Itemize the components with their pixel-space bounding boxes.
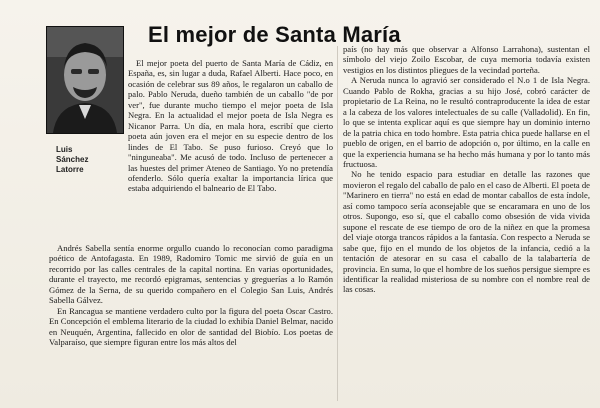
caption-line: Sánchez [56,155,89,164]
paragraph: En Rancagua se mantiene verdadero culto por la figura del poeta Oscar Castro. En Concepción el emblema literario de la ciudad lo exhibía Daniel Belmar, nacido en Neuquén, Argentina, fallecido en olor de santidad del Biobío. Los poetas de Valparaíso, que siempre figuran entre los más altos del [49,305,333,348]
paragraph: Andrés Sabella sentía enorme orgullo cuando lo reconocían como paradigma poético de Antofagasta. En 1989, Radomiro Tomic me sirvió de guía en un recorrido por las calles centrales de la capital nortina. En varias oportunidades, durante el trayecto, me recordó epigramas, sentencias y greguerías a lo Ramón Gómez de la Serna, de su querido compañero en el Colegio San Luis, Andrés Sabella Gálvez. [49,243,333,306]
paragraph: país (no hay más que observar a Alfonso Larrahona), sustentan el símbolo del viejo Zoilo Escobar, de cuya memoria todavía existen vestigios en los distintos pliegues de la vecindad porteña. [343,44,590,75]
article-column-1-bottom [49,243,333,348]
author-photo [46,26,124,134]
photo-caption [56,145,116,175]
column-divider [337,46,338,401]
caption-line: Latorre [56,165,84,174]
paragraph: El mejor poeta del puerto de Santa María de Cádiz, en España, es, sin lugar a duda, Rafael Alberti. Hace poco, en ocasión de celebrar sus 89 años, le regalaron un caballo de palo. Pablo Neruda, dueño también de un caballo "de por ver", fue durante mucho tiempo el mejor poeta de Isla Negra. En la actualidad el mejor poeta de Isla Negra es Nicanor Parra. Un día, en mala hora, escribí que cierto poeta aún joven era el mejor en su especie dentro de los lindes de El Tabo. Se puso furioso. Creyó que lo "ninguneaba". Me acusó de todo. Incluso de pertenecer a las huestes del primer Ateneo de Santiago. Yo no pretendía ofenderlo. Sólo quería exaltar la importancia lírica que estaba adquiriendo el balneario de El Tabo. [128,58,333,194]
paragraph: No he tenido espacio para estudiar en detalle las razones que movieron el regalo del caballo de palo en el caso de Alberti. El poeta de "Marinero en tierra" no está en edad de montar caballos de esta índole, así como tampoco sería aconsejable que se encaramara en uno de los otros. Supongo, eso sí, que el caballo como obsesión de vida vivida supone el rescate de ese tiempo de oro de la niñez en que la promesa del viaje otorga trancos rápidos a la fantasía. Con respecto a Neruda se sabe que, fijo en el mundo de los objetos de la infancia, cedió a la tentación de atesorar en su casa el caballo de la talabartería de provincia. En suma, lo que el hombre de los sueños persigue siempre es identificar la realidad misteriosa de su nombre con el nombre real de las cosas. [343,169,590,295]
article-headline: El mejor de Santa María [148,22,401,47]
article-column-2 [343,44,590,295]
paragraph: A Neruda nunca lo agravió ser considerado el N.o 1 de Isla Negra. Cuando Pablo de Rokha, gracias a su hijo José, cobró carácter de propietario de La Reina, no le resultó contraproducente la idea de estar a la cabeza de los valores intelectuales de su calle (Valladolid). En fin, lo que se intenta explicar aquí es que siempre hay un dominio interno de la patria chica en todo hombre. Esta patria chica puede hallarse en el pueblo de origen, en el barrio de adopción o, por último, en la calle en que la experiencia humana se ha hecho más humana y por lo tanto más fructuosa. [343,75,590,169]
article-column-1-top [128,58,333,194]
caption-line: Luis [56,145,73,154]
